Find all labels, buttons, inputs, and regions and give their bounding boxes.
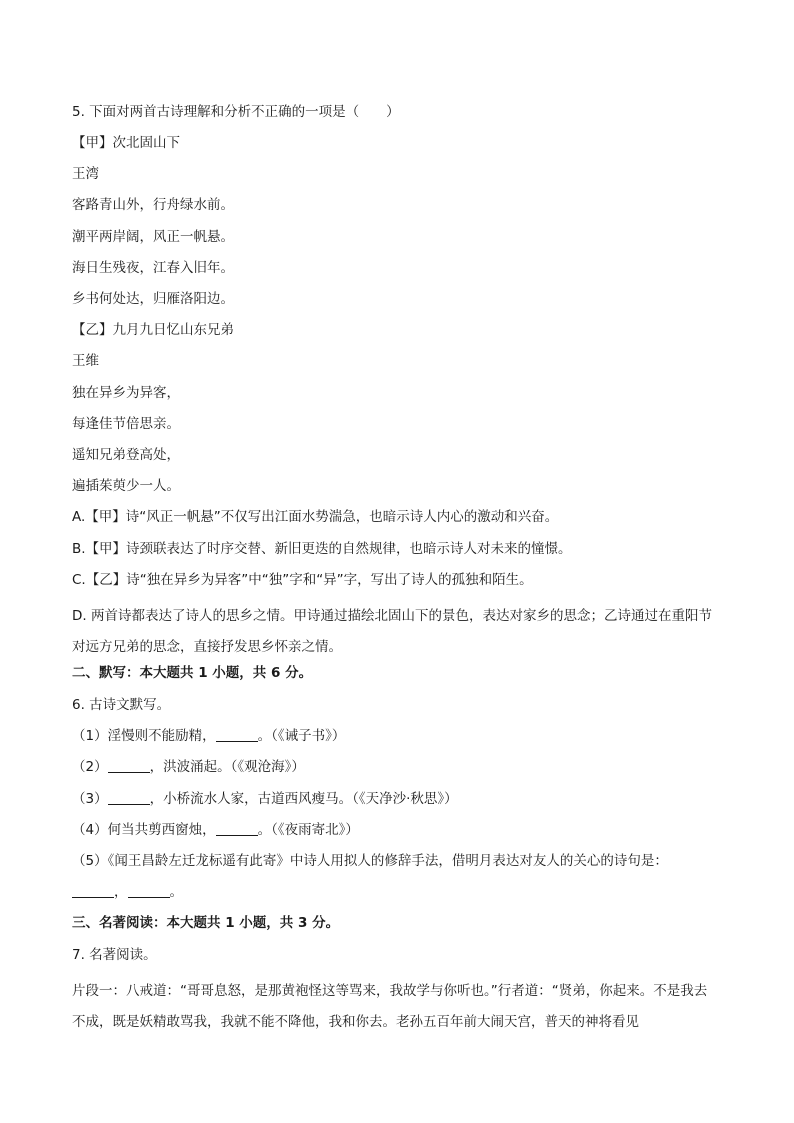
- answer-blank[interactable]: [108, 758, 150, 773]
- answer-blank[interactable]: [216, 821, 258, 836]
- poem-b-line: 遥知兄弟登高处，: [72, 447, 180, 463]
- blank-separator: ，: [114, 884, 128, 900]
- q5-stem: 5. 下面对两首古诗理解和分析不正确的一项是（ ）: [72, 104, 400, 120]
- option-a: A.【甲】诗“风正一帆悬”不仅写出江面水势湍急，也暗示诗人内心的激动和兴奋。: [72, 509, 559, 525]
- poem-a-author: 王湾: [72, 166, 99, 182]
- q7-passage: 片段一：八戒道：“哥哥息怒，是那黄袍怪这等骂来，我故学与你听也。”行者道：“贤弟，你起来。不是我去不成，既是妖精敢骂我，我就不能不降他，我和你去。老孙五百年前大闹天宫，普天的神将看见: [72, 983, 708, 1030]
- q6-item-2: [72, 757, 722, 777]
- poem-a-line: 潮平两岸阔，风正一帆悬。: [72, 229, 234, 245]
- option-d: D. 两首诗都表达了诗人的思乡之情。甲诗通过描绘北固山下的景色，表达对家乡的思念；乙诗通过在重阳节对远方兄弟的思念，直接抒发思乡怀亲之情。: [72, 608, 712, 655]
- q6-item-1: [72, 726, 722, 746]
- answer-blank[interactable]: [72, 883, 114, 898]
- q6-item-4: [72, 820, 722, 840]
- answer-blank[interactable]: [216, 727, 258, 742]
- poem-a-line: 海日生残夜，江春入旧年。: [72, 260, 234, 276]
- poem-b-title: 【乙】九月九日忆山东兄弟: [72, 322, 234, 338]
- answer-blank[interactable]: [108, 790, 150, 805]
- q6-item-text: ，洪波涌起。（《观沧海》）: [149, 759, 305, 775]
- answer-blank[interactable]: [128, 883, 170, 898]
- option-b: B.【甲】诗颈联表达了时序交替、新旧更迭的自然规律，也暗示诗人对未来的憧憬。: [72, 541, 572, 557]
- q6-item-5: （5）《闻王昌龄左迁龙标遥有此寄》中诗人用拟人的修辞手法，借明月表达对友人的关心的诗句是：: [72, 853, 668, 869]
- q6-item-text: （3）: [72, 791, 108, 807]
- poem-a-line: 客路青山外，行舟绿水前。: [72, 197, 234, 213]
- section2-heading: 二、默写：本大题共 1 小题，共 6 分。: [72, 665, 313, 681]
- q6-item-text: （4）何当共剪西窗烛，: [72, 822, 216, 838]
- q6-item-3: [72, 789, 722, 809]
- poem-a-line: 乡书何处达，归雁洛阳边。: [72, 291, 234, 307]
- poem-b-line: 独在异乡为异客，: [72, 385, 180, 401]
- option-c: C.【乙】诗“独在异乡为异客”中“独”字和“异”字，写出了诗人的孤独和陌生。: [72, 572, 533, 588]
- q6-item-text: 。（《诫子书》）: [257, 728, 346, 744]
- q6-item-text: （2）: [72, 759, 108, 775]
- q6-item-text: （1）淫慢则不能励精，: [72, 728, 216, 744]
- section3-heading: 三、名著阅读：本大题共 1 小题，共 3 分。: [72, 915, 340, 931]
- poem-b-line: 每逢佳节倍思亲。: [72, 416, 180, 432]
- poem-b-line: 遍插茱萸少一人。: [72, 478, 180, 494]
- poem-a-title: 【甲】次北固山下: [72, 135, 180, 151]
- q6-item-text: 。（《夜雨寄北》）: [257, 822, 359, 838]
- poem-b-author: 王维: [72, 353, 99, 369]
- blank-end: 。: [169, 884, 183, 900]
- q6-item-text: ，小桥流水人家，古道西风瘦马。（《天净沙·秋思》）: [149, 791, 458, 807]
- q7-stem: 7. 名著阅读。: [72, 947, 157, 963]
- q6-stem: 6. 古诗文默写。: [72, 697, 171, 713]
- q6-item-5-blanks: [72, 882, 722, 902]
